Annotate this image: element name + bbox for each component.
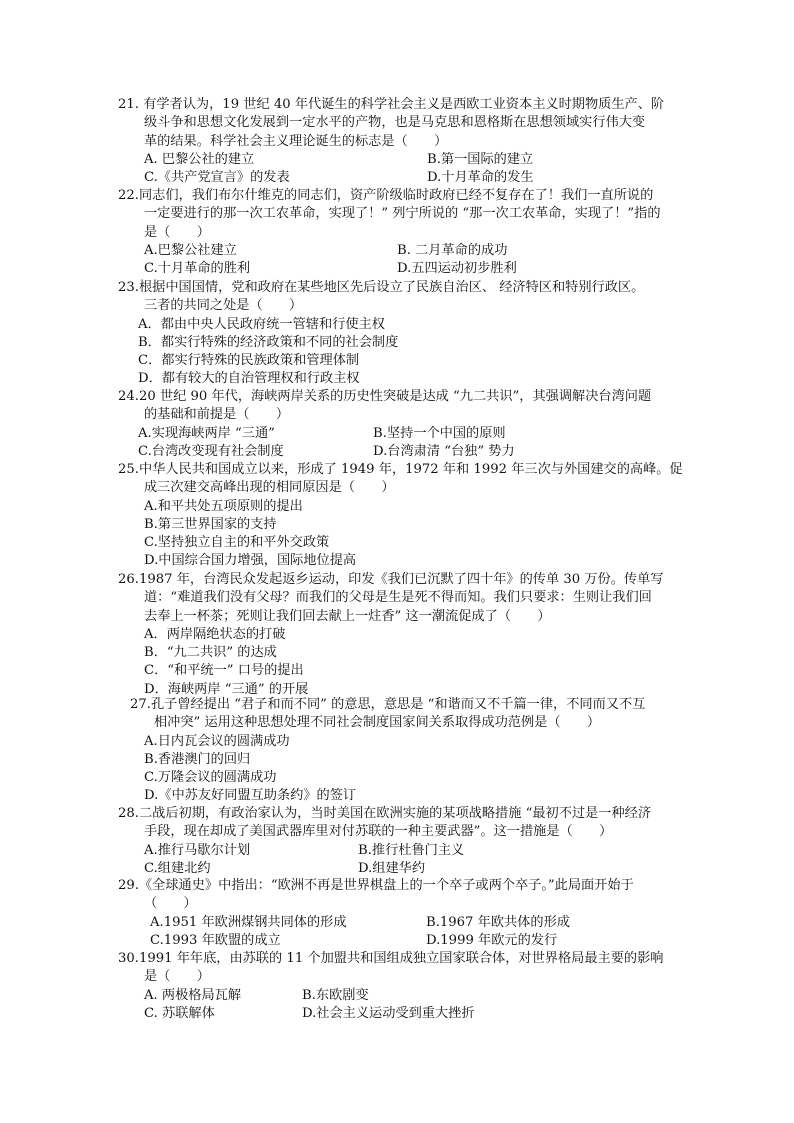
option-b: B．“九二共识” 的达成: [144, 645, 277, 661]
option-a: A.推行马歇尔计划: [144, 842, 251, 858]
option-d: D.台湾肃清 “台独” 势力: [373, 443, 515, 459]
option-a: A．都由中央人民政府统一管辖和行使主权: [138, 316, 385, 332]
question-28: [118, 805, 684, 878]
question-stem: 25.中华人民共和国成立以来，形成了 1949 年，1972 年和 1992 年三次与外国建交的高峰。促 成三次建交高峰出现的相同原因是（ ）: [118, 462, 683, 496]
option-b: B.1967 年欧共体的形成: [426, 914, 570, 930]
option-a: A.实现海峡两岸 “三通”: [138, 425, 275, 441]
question-stem: 23.根据中国国情，党和政府在某些地区先后设立了民族自治区、 经济特区和特别行政区。 三者的共同之处是（ ）: [118, 280, 645, 314]
option-d: D．海峡两岸 “三通” 的开展: [144, 681, 309, 697]
options: [118, 987, 684, 1024]
question-27: [130, 696, 696, 806]
question-24: [118, 388, 684, 461]
question-number: 23.: [118, 280, 139, 295]
option-a: A. 巴黎公社的建立: [144, 151, 255, 167]
options: [130, 733, 696, 806]
option-c: C.《共产党宣言》的发表: [144, 170, 290, 186]
question-number: 25.: [118, 462, 139, 477]
option-b: B.东欧剧变: [302, 987, 369, 1003]
option-c: C.1993 年欧盟的成立: [150, 932, 281, 948]
question-stem: 26.1987 年，台湾民众发起返乡运动，印发《我们已沉默了四十年》的传单 30 万份。传单写 道：“难道我们没有父母？而我们的父母是生是死不得而知。我们只要求：生则让我们回 去奉上一杯茶；死则让我们回去献上一炷香” 这一潮流促成了（ ）: [118, 572, 664, 624]
options: [118, 316, 684, 389]
question-26: [118, 571, 684, 699]
question-number: 22.: [118, 188, 139, 203]
option-d: D.组建华约: [358, 860, 426, 876]
question-stem: 21. 有学者认为，19 世纪 40 年代诞生的科学社会主义是西欧工业资本主义时期物质生产、阶 级斗争和思想文化发展到一定水平的产物，也是马克思和恩格斯在思想领域实行伟大变 革的结果。科学社会主义理论诞生的标志是（ ）: [118, 97, 665, 149]
question-stem: 24.20 世纪 90 年代，海峡两岸关系的历史性突破是达成 “九二共识”，其强调解决台湾问题 的基础和前提是（ ）: [118, 389, 652, 423]
option-a: A.和平共处五项原则的提出: [144, 498, 303, 514]
option-b: B.坚持一个中国的原则: [373, 425, 506, 441]
options: [118, 242, 684, 279]
option-a: A. 两极格局瓦解: [144, 987, 242, 1003]
options: [118, 498, 684, 571]
question-stem: 22.同志们，我们布尔什维克的同志们，资产阶级临时政府已经不复存在了！我们一直所说的 一定要进行的那一次工农革命，实现了！” 列宁所说的 “那一次工农革命，实现了！”指的 是（ ）: [118, 188, 661, 240]
option-b: B.推行杜鲁门主义: [358, 842, 465, 858]
question-23: [118, 279, 684, 389]
options: [118, 626, 684, 699]
option-c: C．“和平统一” 口号的提出: [144, 663, 304, 679]
question-number: 27.: [130, 697, 151, 712]
option-c: C. 苏联解体: [144, 1005, 215, 1021]
option-a: A.1951 年欧洲煤钢共同体的形成: [150, 914, 347, 930]
question-number: 29.: [118, 878, 139, 893]
option-c: C.万隆会议的圆满成功: [144, 770, 277, 786]
question-number: 24.: [118, 389, 139, 404]
option-b: B.第三世界国家的支持: [144, 516, 277, 532]
option-b: B.第一国际的建立: [427, 151, 534, 167]
option-b: B．都实行特殊的经济政策和不同的社会制度: [138, 334, 399, 350]
question-30: [118, 950, 684, 1023]
question-stem: 27.孔子曾经提出 “君子和而不同” 的意思，意思是 “和谐而又不千篇一律，不同而又不互 相冲突” 运用这种思想处理不同社会制度国家间关系取得成功范例是（ ）: [130, 697, 646, 731]
option-d: D.1999 年欧元的发行: [426, 932, 558, 948]
option-a: A.巴黎公社建立: [144, 242, 237, 258]
option-d: D．都有较大的自治管理权和行政主权: [138, 371, 360, 387]
question-number: 28.: [118, 806, 139, 821]
question-number: 30.: [118, 951, 139, 966]
question-29: [118, 877, 684, 950]
option-c: C.坚持独立自主的和平外交政策: [144, 535, 330, 551]
question-21: [118, 96, 684, 187]
option-d: D.《中苏友好同盟互助条约》的签订: [144, 788, 357, 804]
option-b: B. 二月革命的成功: [397, 242, 508, 258]
option-c: C.组建北约: [144, 860, 211, 876]
question-22: [118, 187, 684, 278]
option-d: D.社会主义运动受到重大挫折: [302, 1005, 475, 1021]
question-number: 26.: [118, 572, 139, 587]
option-c: C.十月革命的胜利: [144, 261, 251, 277]
options: [118, 842, 684, 879]
option-d: D.五四运动初步胜利: [397, 261, 517, 277]
option-c: C．都实行特殊的民族政策和管理体制: [138, 353, 360, 369]
option-a: A.日内瓦会议的圆满成功: [144, 733, 290, 749]
question-stem: 29.《全球通史》中指出：“欧洲不再是世界棋盘上的一个卒子或两个卒子。”此局面开始于 （ ）: [118, 878, 634, 912]
options: [118, 151, 684, 188]
option-a: A．两岸隔绝状态的打破: [144, 626, 286, 642]
options: [118, 425, 684, 462]
question-stem: 30.1991 年年底，由苏联的 11 个加盟共和国组成独立国家联合体，对世界格局最主要的影响 是（ ）: [118, 951, 664, 985]
option-b: B.香港澳门的回归: [144, 751, 251, 767]
question-25: [118, 461, 684, 571]
options: [118, 914, 684, 951]
question-stem: 28.二战后初期，有政治家认为，当时美国在欧洲实施的某项战略措施 “最初不过是一种经济 手段，现在却成了美国武器库里对付苏联的一种主要武器”。这一措施是（ ）: [118, 806, 652, 840]
option-d: D.中国综合国力增强，国际地位提高: [144, 553, 357, 569]
question-number: 21.: [118, 97, 139, 112]
option-c: C.台湾改变现有社会制度: [138, 443, 284, 459]
option-d: D.十月革命的发生: [427, 170, 534, 186]
